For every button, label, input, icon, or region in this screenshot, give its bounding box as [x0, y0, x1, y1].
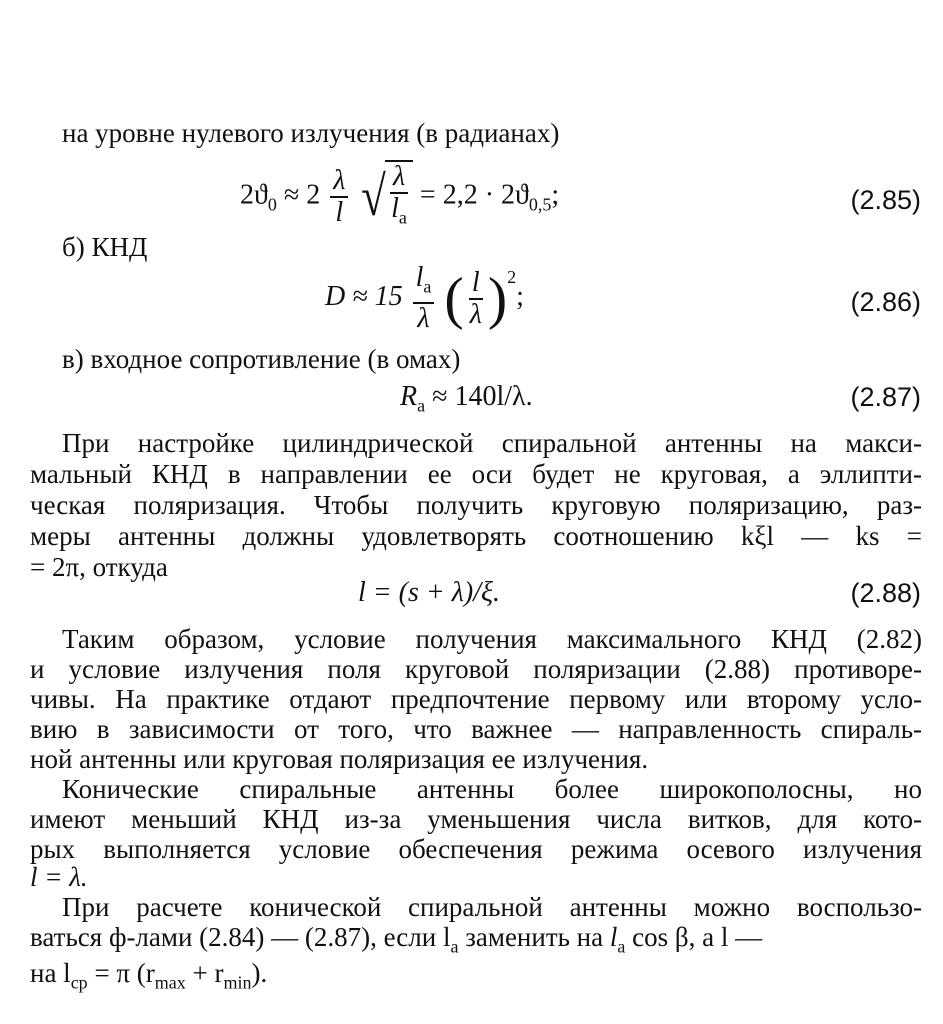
equation-number: (2.88)	[850, 578, 921, 608]
paragraph-line: = 2π, откуда	[30, 552, 168, 582]
text-fragment: cos β, а l —	[625, 922, 763, 952]
text-fragment: на l	[30, 958, 71, 988]
list-item-b: б) КНД	[62, 232, 148, 262]
fraction	[330, 166, 348, 228]
paragraph-line	[30, 958, 890, 997]
eq-sub: a	[398, 207, 407, 228]
frac-den: l	[391, 193, 399, 224]
frac-num: λ	[330, 166, 348, 198]
eq-term: = 2,2 · 2ϑ	[419, 179, 529, 211]
eq-term: ≈ 140l/λ.	[432, 381, 533, 412]
text-fragment: + r	[185, 958, 224, 988]
text-fragment: = π (r	[87, 958, 155, 988]
equation-number: (2.85)	[850, 185, 921, 215]
eq-sub: a	[417, 395, 426, 416]
list-item-v: в) входное сопротивление (в омах)	[62, 344, 461, 374]
text-line: на уровне нулевого излучения (в радианах)	[62, 118, 560, 148]
text-fragment: ).	[251, 958, 268, 988]
paragraph-line: вию в зависимости от того, что важнее — направленность спираль-	[30, 714, 922, 744]
frac-num: l	[415, 262, 424, 294]
eq-sub: ср	[70, 972, 88, 993]
left-paren: (	[444, 265, 464, 331]
eq-term: R	[400, 381, 418, 412]
text-fragment: ваться ф-лами (2.84) — (2.87), если l	[30, 922, 451, 952]
equation-2-86	[325, 262, 524, 334]
paragraph-line: и условие излучения поля круговой поляризации (2.88) противоре-	[30, 654, 922, 684]
fraction	[467, 268, 485, 330]
eq-term: 2ϑ	[240, 179, 268, 211]
paragraph-line: чивы. На практике отдают предпочтение первому или второму усло-	[30, 684, 922, 714]
eq-term: ;	[551, 179, 560, 211]
equation-2-88: l = (s + λ)/ξ.	[358, 577, 501, 608]
equation-2-87	[400, 382, 533, 421]
eq-sub: a	[450, 936, 459, 957]
paragraph-line: Конические спиральные антенны более широкополосны, но	[62, 774, 922, 804]
paragraph-line: меры антенны должны удовлетворять соотношению kξl — ks =	[30, 521, 922, 551]
equation-number: (2.86)	[850, 287, 921, 317]
paragraph-line: мальный КНД в направлении ее оси будет не круговая, а эллипти-	[30, 459, 922, 489]
eq-sub: max	[154, 972, 186, 993]
eq-sub: 0,5	[528, 194, 552, 215]
paragraph-line: рых выполняется условие обеспечения режима осевого излучения	[30, 834, 922, 864]
eq-term: ≈ 2	[283, 179, 321, 211]
paragraph-line: При расчете конической спиральной антенны можно воспользо-	[62, 892, 922, 922]
frac-den: λ	[469, 298, 482, 330]
eq-sub: a	[423, 276, 432, 297]
eq-sub: min	[223, 972, 252, 993]
frac-den: λ	[417, 302, 430, 334]
eq-sub: a	[617, 936, 626, 957]
frac-num: λ	[390, 162, 408, 194]
text-fragment: заменить на	[458, 922, 610, 952]
paragraph-line: имеют меньший КНД из-за уменьшения числа витков, для кото-	[30, 804, 922, 834]
eq-power: 2	[507, 267, 517, 287]
paragraph-line: ной антенны или круговая поляризация ее излучения.	[30, 744, 649, 774]
paragraph-line: При настройке цилиндрической спиральной антенны на макси-	[62, 428, 922, 458]
right-paren: )	[487, 265, 508, 331]
eq-term: D ≈ 15	[325, 281, 403, 312]
paragraph-line	[30, 922, 890, 961]
paragraph-line: l = λ.	[30, 862, 88, 892]
paragraph-line: ческая поляризация. Чтобы получить круговую поляризацию, раз-	[30, 490, 922, 520]
frac-den: l	[335, 197, 344, 229]
equation-number: (2.87)	[850, 382, 921, 412]
fraction	[413, 263, 435, 334]
eq-sub: 0	[267, 194, 277, 215]
frac-num: l	[469, 268, 483, 300]
radical-sign: √	[361, 166, 387, 229]
equation-2-85	[240, 160, 559, 233]
radicand	[385, 160, 413, 233]
eq-term: ;	[516, 281, 524, 312]
text-fragment: l	[609, 922, 618, 952]
fraction	[388, 162, 410, 233]
paragraph-line: Таким образом, условие получения максимального КНД (2.82)	[62, 624, 922, 654]
